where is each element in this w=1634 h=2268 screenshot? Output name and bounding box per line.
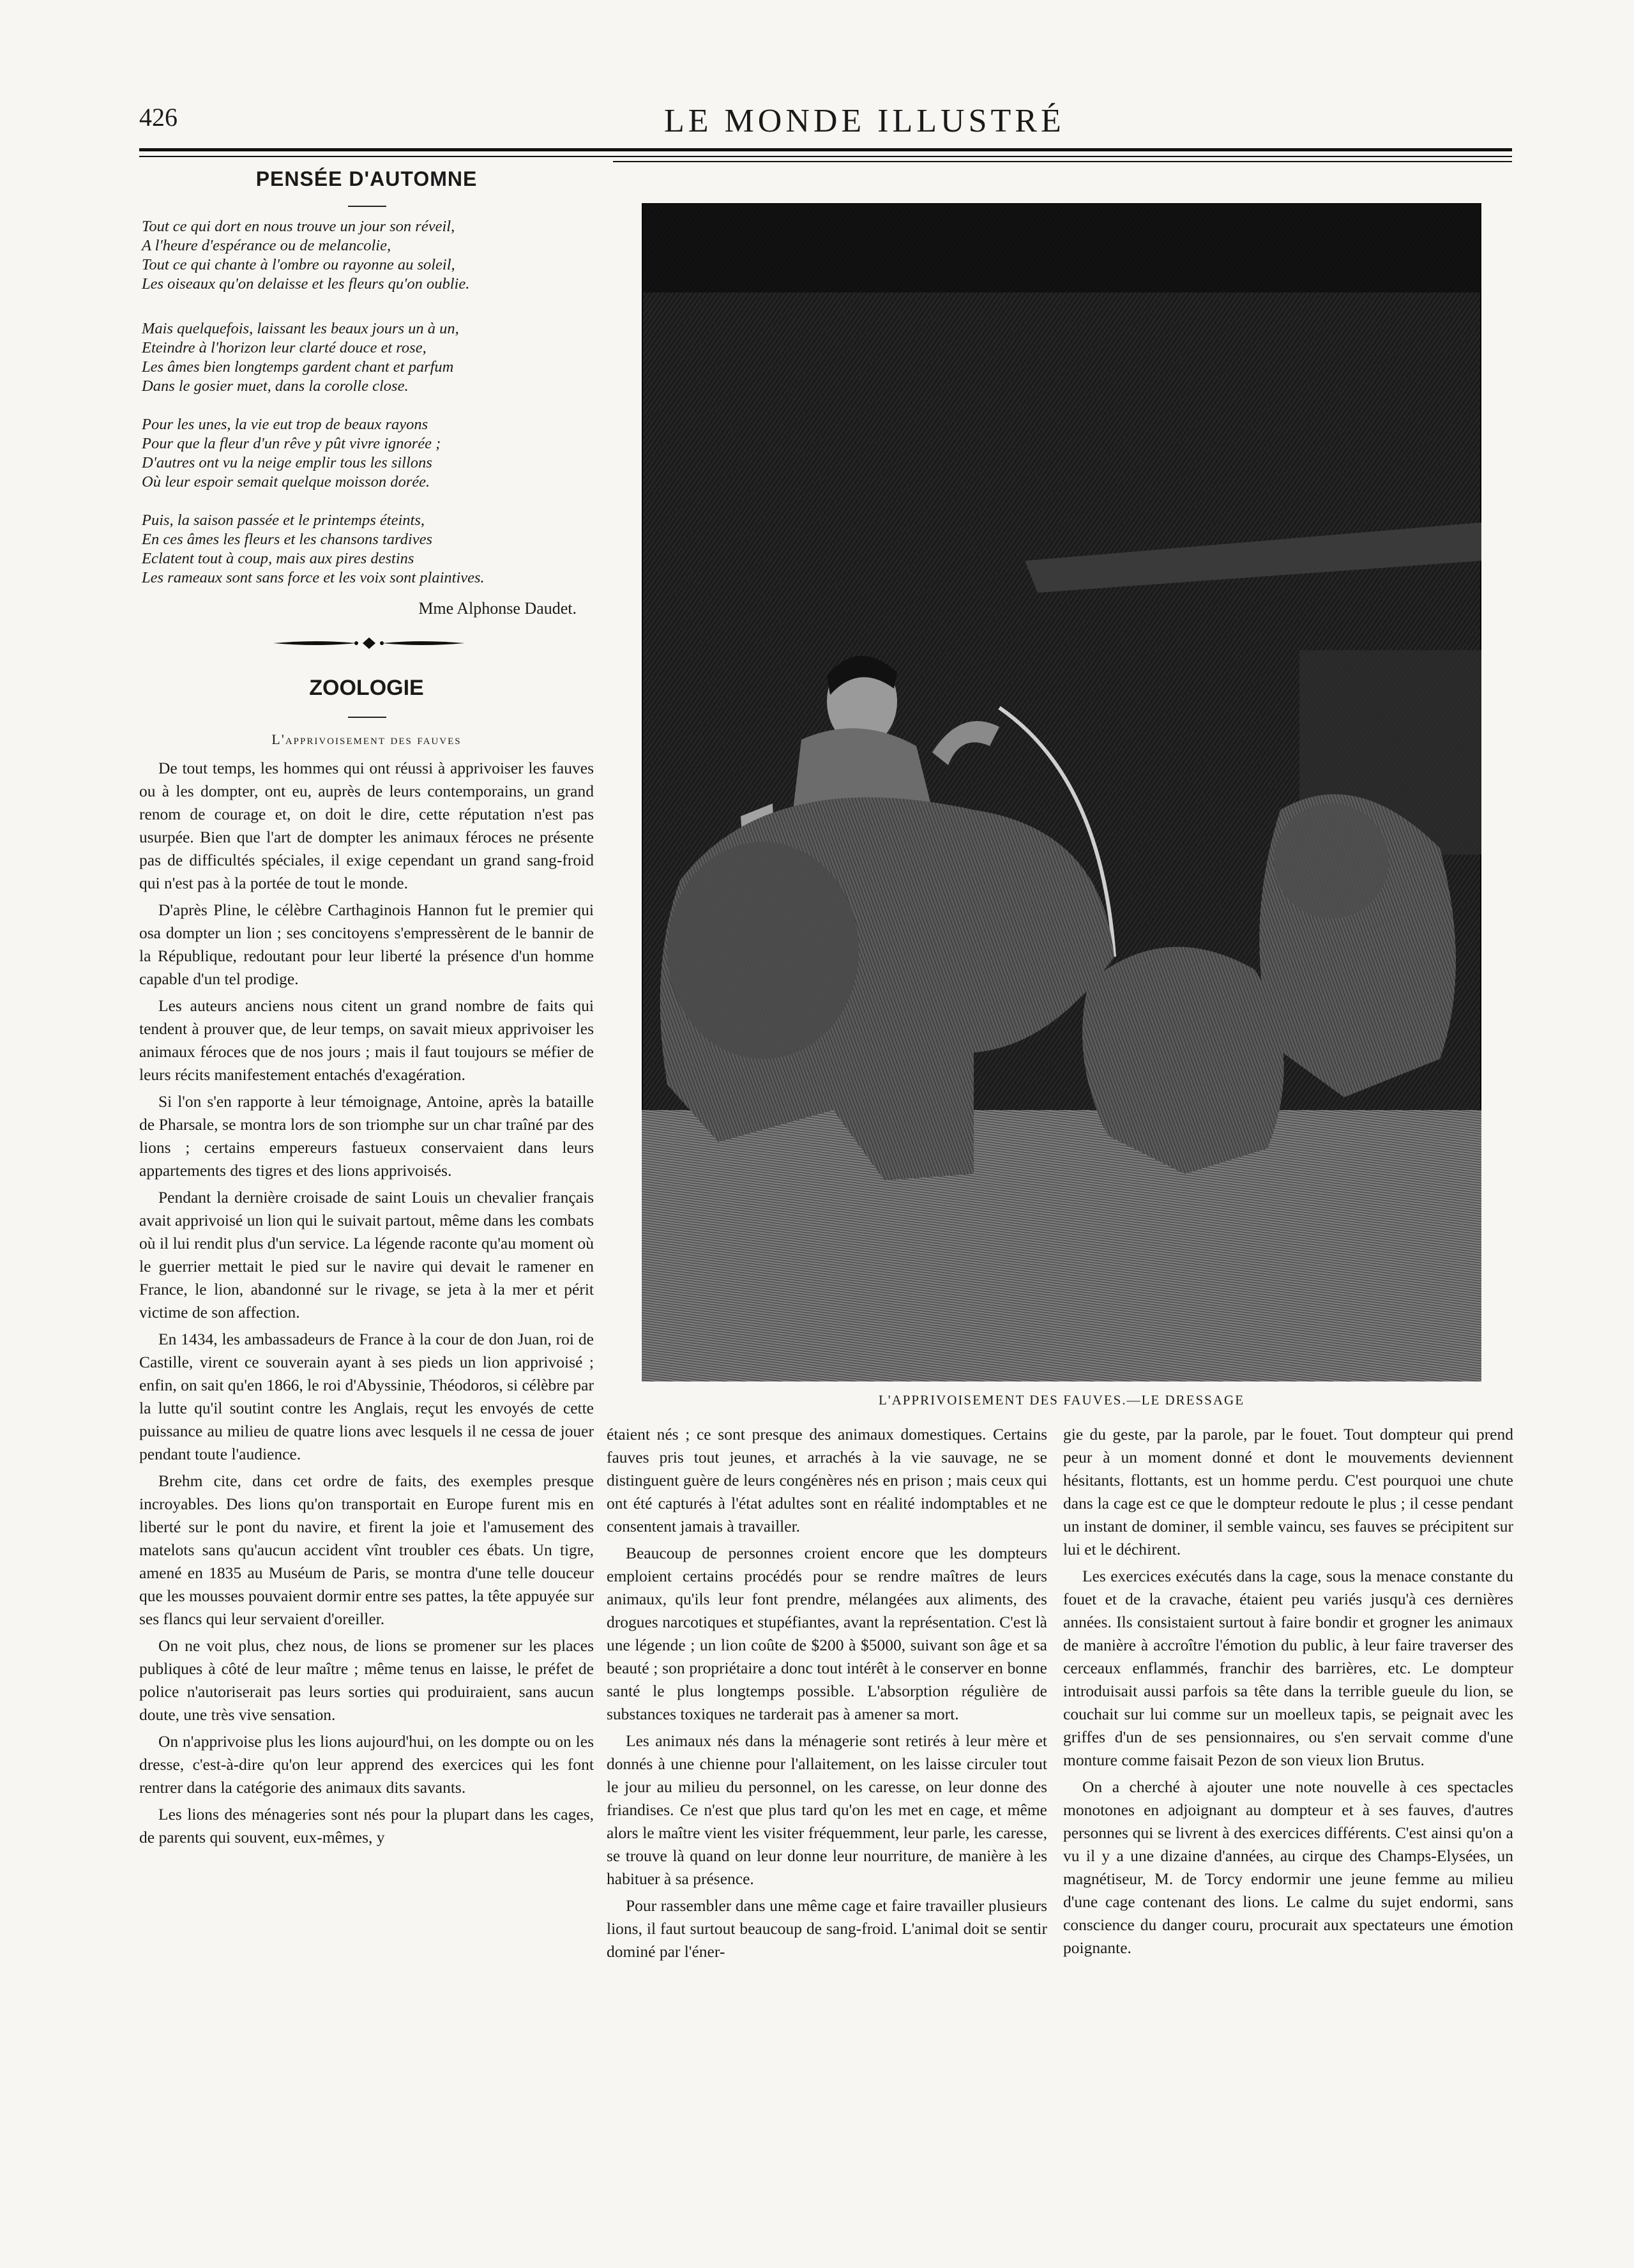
- poem-line: Pour les unes, la vie eut trop de beaux rayons: [142, 416, 428, 433]
- article-column-3: [1063, 1423, 1513, 1963]
- paragraph: De tout temps, les hommes qui ont réussi à apprivoiser les fauves ou à les dompter, ont eu, auprès de leurs contemporains, un grand renom de courage et, on doit le dire, cette réputation n'est pas usurpée. Bien que l'art de dompter les animaux féroces ne présente pas de difficultés spéciales, il exige cependant un grand sang-froid qui n'est pas à la portée de tout le monde.: [139, 759, 594, 892]
- poem-line: Les âmes bien longtemps gardent chant et parfum: [142, 358, 454, 376]
- paragraph: Brehm cite, dans cet ordre de faits, des exemples presque incroyables. Des lions qu'on transportait en Europe furent mis en liberté sur le pont du navire, et firent la joie et l'amusement des matelots sans qu'aucun accident vînt troubler ces ébats. Un tigre, amené en 1835 au Muséum de Paris, se montra d'une telle douceur que les mousses pouvaient dormir entre ses pattes, la tête appuyée sur ses flancs qui leur servaient d'oreiller.: [139, 1472, 594, 1628]
- header-rule-hair: [613, 161, 1512, 162]
- poem-stanza: [142, 319, 596, 396]
- poem-stanza: [142, 511, 596, 588]
- paragraph: Les lions des ménageries sont nés pour la plupart dans les cages, de parents qui souvent, eux-mêmes, y: [139, 1805, 594, 1846]
- paragraph: On n'apprivoise plus les lions aujourd'hui, on les dompte ou on les dresse, c'est-à-dire qu'on leur apprend des exercices qui les font rentrer dans la catégorie des animaux dits savants.: [139, 1732, 594, 1797]
- paragraph: On ne voit plus, chez nous, de lions se promener sur les places publiques à côté de leur maître ; même tenus en laisse, le préfet de police n'autoriserait pas leurs sorties qui produiraient, sans aucun doute, une très vive sensation.: [139, 1636, 594, 1724]
- article-column-1: [139, 757, 594, 1853]
- paragraph: Si l'on s'en rapporte à leur témoignage, Antoine, après la bataille de Pharsale, se montra lors de son triomphe sur un char traîné par des lions ; certains empereurs fastueux conservaient dans leurs appartements des tigres et des lions apprivoisés.: [139, 1092, 594, 1180]
- masthead: LE MONDE ILLUSTRÉ: [664, 103, 1065, 139]
- poem-author: Mme Alphonse Daudet.: [418, 599, 577, 618]
- paragraph: Les exercices exécutés dans la cage, sous la menace constante du fouet et de la cravache, étaient peu variés jusqu'à ces dernières années. Ils consistaient surtout à faire bondir et grogner les animaux de manière à accroître l'émotion du public, à leur faire traverser des cerceaux enflammés, franchir des barrières, etc. Le dompteur introduisait aussi parfois sa tête dans la terrible gueule du lion, se couchait sur lui comme sur un moelleux tapis, se peignait avec les griffes d'un de ses pensionnaires, ou s'en servait comme d'une monture comme faisait Pezon de son vieux lion Brutus.: [1063, 1567, 1513, 1769]
- poem-title: PENSÉE D'AUTOMNE: [255, 167, 478, 190]
- poem-line: Mais quelquefois, laissant les beaux jours un à un,: [142, 320, 459, 337]
- poem-line: Les oiseaux qu'on delaisse et les fleurs qu'on oublie.: [142, 275, 470, 293]
- poem-line: Eclatent tout à coup, mais aux pires destins: [142, 550, 414, 567]
- ornament-divider: [267, 635, 471, 651]
- title-divider: [348, 206, 386, 207]
- paragraph: D'après Pline, le célèbre Carthaginois Hannon fut le premier qui osa dompter un lion ; ses concitoyens s'empressèrent de le bannir de la République, redoutant pour leur liberté la présence d'un homme capable d'un tel prodige.: [139, 901, 594, 988]
- article-subtitle: L'apprivoisement des fauves: [271, 731, 462, 747]
- poem-line: Tout ce qui chante à l'ombre ou rayonne au soleil,: [142, 256, 455, 273]
- engraving-illustration: [642, 203, 1481, 1381]
- poem-stanza: [142, 415, 596, 492]
- poem-line: Les rameaux sont sans force et les voix sont plaintives.: [142, 569, 485, 586]
- header-rule-thin: [139, 156, 1512, 157]
- paragraph: étaient nés ; ce sont presque des animaux domestiques. Certains fauves pris tout jeunes, et arrachés à la vie sauvage, ne se distinguent guère de leurs congénères nés en prison ; mais ceux qui ont été capturés à l'état adultes sont en réalité indomptables et ne consentent jamais à travailler.: [607, 1425, 1047, 1535]
- paragraph: Les auteurs anciens nous citent un grand nombre de faits qui tendent à prouver que, de leur temps, on savait mieux apprivoiser les animaux féroces que de nos jours ; mais il faut toujours se méfier de leurs récits manifestement entachés d'exagération.: [139, 996, 594, 1084]
- section-title: ZOOLOGIE: [309, 676, 424, 700]
- poem-line: Tout ce qui dort en nous trouve un jour son réveil,: [142, 218, 455, 235]
- poem-line: En ces âmes les fleurs et les chansons tardives: [142, 531, 432, 548]
- header-rule: [139, 148, 1512, 151]
- poem-stanza: [142, 217, 596, 294]
- poem-line: Où leur espoir semait quelque moisson dorée.: [142, 473, 430, 491]
- paragraph: Beaucoup de personnes croient encore que les dompteurs emploient certains procédés pour se rendre maîtres de leurs animaux, qu'ils leur font prendre, mélangées aux aliments, des drogues narcotiques et stupéfiantes, avant la représentation. C'est là une légende ; un lion coûte de $200 à $5000, suivant son âge et sa beauté ; son propriétaire a donc tout intérêt à le conserver en bonne santé le plus longtemps possible. L'absorption régulière de substances toxiques ne tarderait pas à amener sa mort.: [607, 1544, 1047, 1723]
- illustration-caption: L'APPRIVOISEMENT DES FAUVES.—LE DRESSAGE: [878, 1392, 1245, 1408]
- paragraph: On a cherché à ajouter une note nouvelle à ces spectacles monotones en adjoignant au dompteur et à ses fauves, d'autres personnes qui se livrent à des exercices différents. C'est ainsi qu'on a vu il y a une dizaine d'années, au cirque des Champs-Elysées, un magnétiseur, M. de Torcy endormir une jeune femme au milieu d'une cage contenant des lions. Le calme du sujet endormi, sans conscience du danger couru, procurait aux spectateurs une émotion poignante.: [1063, 1777, 1513, 1957]
- paragraph: Pendant la dernière croisade de saint Louis un chevalier français avait apprivoisé un lion qui le suivait partout, même dans les combats où il lui rendit plus d'un service. La légende raconte qu'au moment où le guerrier mettait le pied sur le navire qui devait le ramener en France, le lion, abandonné sur le rivage, se jeta à la mer et périt victime de son affection.: [139, 1188, 594, 1321]
- article-column-2: [607, 1423, 1047, 1967]
- paragraph: gie du geste, par la parole, par le fouet. Tout dompteur qui prend peur à un moment donné et dont le mouvements deviennent hésitants, flottants, est un homme perdu. C'est pourquoi une chute dans la cage est ce que le dompteur redoute le plus ; il cesse pendant un instant de dominer, il semble vaincu, ses fauves se précipitent sur lui et le déchirent.: [1063, 1425, 1513, 1558]
- poem-line: Puis, la saison passée et le printemps éteints,: [142, 512, 425, 529]
- title-divider: [348, 717, 386, 718]
- page-number: 426: [139, 103, 178, 132]
- poem-line: Dans le gosier muet, dans la corolle close.: [142, 377, 409, 395]
- paragraph: En 1434, les ambassadeurs de France à la cour de don Juan, roi de Castille, virent ce souverain ayant à ses pieds un lion apprivoisé ; enfin, on sait qu'en 1866, le roi d'Abyssinie, Théodoros, si célèbre par la lutte qu'il soutint contre les Anglais, reçut les envoyés de cette puissance au milieu de quatre lions avec lesquels il ne cessa de jouer pendant toute l'audience.: [139, 1330, 594, 1463]
- paragraph: Les animaux nés dans la ménagerie sont retirés à leur mère et donnés à une chienne pour l'allaitement, on les laisse circuler tout le jour au milieu du personnel, on les caresse, on leur donne des friandises. Ce n'est que plus tard qu'on les met en cage, et même alors le maître vient les visiter fréquemment, leur parle, les caresse, se trouve là quand on leur donne leur nourriture, de manière à les habituer à sa présence.: [607, 1731, 1047, 1888]
- poem-line: Eteindre à l'horizon leur clarté douce et rose,: [142, 339, 427, 356]
- poem-line: A l'heure d'espérance ou de melancolie,: [142, 237, 391, 254]
- poem-line: Pour que la fleur d'un rêve y pût vivre ignorée ;: [142, 435, 441, 452]
- poem-line: D'autres ont vu la neige emplir tous les sillons: [142, 454, 432, 471]
- paragraph: Pour rassembler dans une même cage et faire travailler plusieurs lions, il faut surtout beaucoup de sang-froid. L'animal doit se sentir dominé par l'éner-: [607, 1896, 1047, 1961]
